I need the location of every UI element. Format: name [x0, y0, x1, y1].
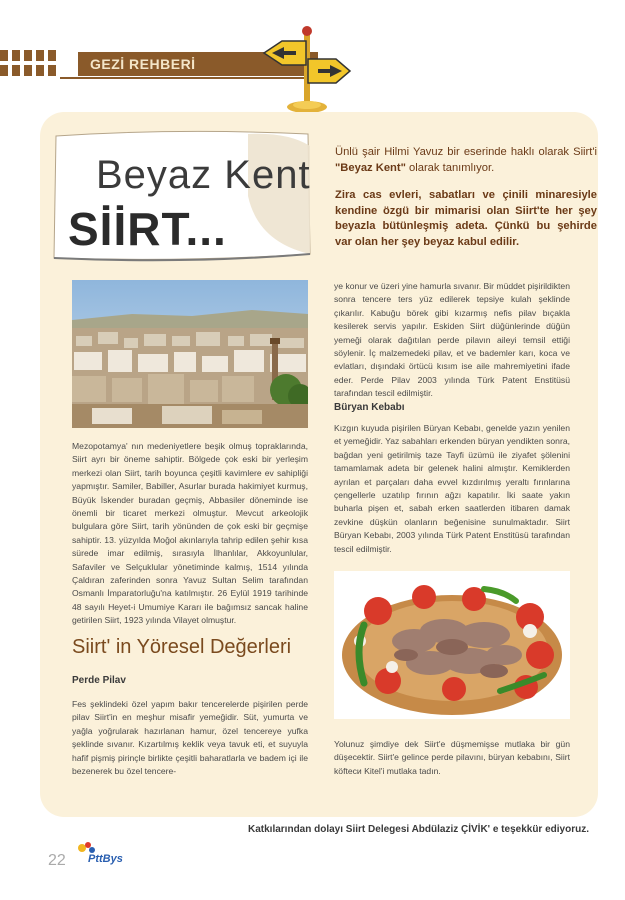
- buryan-heading: Büryan Kebabı: [334, 402, 405, 413]
- intro-paragraph-1: Ünlü şair Hilmi Yavuz bir eserinde haklı olarak Siirt'i "Beyaz Kent" olarak tanımlıyor.: [335, 146, 597, 174]
- city-photo: [72, 280, 308, 428]
- section-title: Siirt' in Yöresel Değerleri: [72, 636, 292, 658]
- section-label: GEZİ REHBERİ: [90, 56, 196, 72]
- perde-pilav-heading: Perde Pilav: [72, 675, 126, 686]
- intro-text: [335, 145, 597, 262]
- logo-text: PttBys: [88, 853, 123, 865]
- page-number: 22: [48, 852, 66, 869]
- buryan-text: Kızgın kuyuda pişirilen Büryan Kebabı, genelde yazın yenilen et yemeğidir. Yaz sabahları erkenden büryan yendikten sonra, bağdan yeni getirilmiş taze Tayfi üzümü ile ziyafet şölenini tamamlamak adeta bir gelenek halini almıştır. Kemiklerden ayrılan et parçaları daha evvel kızdırılmış yeraltı fırınlarına çengellerle uzatılıp fırının ağzı kapatılır. İki saate yakın buharla pişen et, sabah erken saatlerden itibaren damak zevkine düşkün olanların beğenisine sunulmaktadır. Siirt Büryan Kebabı, 2003 yılında Türk Patent Enstitüsü tarafından tescil edilmiştir.: [334, 423, 570, 554]
- buryan-kebab-photo: [334, 571, 570, 719]
- closing-text: Yolunuz şimdiye dek Siirt'e düşmemişse mutlaka bir gün düşecektir. Siirt'e gelince perde pilavını, büryan kebabını, Siirt köfteси Kitel'i mutlaka tadın.: [334, 739, 570, 776]
- acknowledgement-note: Katkılarından dolayı Siirt Delegesi Abdülaziz ÇİVİK' e teşekkür ediyoruz.: [248, 824, 589, 835]
- signpost-icon: [260, 25, 355, 117]
- perde-pilav-text: Fes şeklindeki özel yapım bakır tencerelerde pişirilen perde pilav Siirt'in en meşhur misafir yemeğidir. Süt, yumurta ve yağla yoğrularak hazırlanan hamur, özel tencereye yufka şeklinde sıvanır. Kızartılmış keklik veya tavuk eti, et suyuyla hafif pişmiş pirinçle birlikte çeşitli baharatlarla ve badem içi ile bezenerek bu özel tencere-: [72, 699, 308, 777]
- page-title-line2: SİİRT...: [68, 203, 227, 255]
- perde-pilav-continued-text: ye konur ve üzeri yine hamurla sıvanır. Bir müddet pişirildikten sonra tencere ters yüz edilerek tepsiye kulah şeklinde çıkarılır. Kabuğu börek gibi kızarmış nefis pilav bıçakla kesilerek servis yapılır. Eskiden Siirt düğünlerinde düğün yemeği olarak dağıtılan perde pilavın aileyi temsil ettiği söylenir. İç malzemedeki pilav, et ve bademler karı, koca ve evlatları, dışındaki örtücü kısım ise aile mahremiyetini ifade eder. Perde Pilav 2003 yılında Türk Patent Enstitüsü tarafından tescil edilmiştir.: [334, 281, 570, 399]
- history-text: Mezopotamya' nın medeniyetlere beşik olmuş topraklarında, Siirt ayrı bir öneme sahiptir. Bölgede çok eski bir yerleşim merkezi olan Siirt, tarih boyunca çeşitli kavimlere ev sahipliği yapmıştır. Samiler, Babiller, Asurlar burada hakimiyet kurmuş, Büyük İskender buradan geçmiş, Abbasiler döneminde ise önemli bir ticaret merkezi olmuştur. Mevcut arkeolojik bulgulara göre Siirt, tarih yönünden de çok eski bir geçmişe sahiptir. 13. yüzyılda Moğol akınlarıyla tahrip edilen şehir kısa sürede imar edilmiş, sırasıyla İlhanlılar, Akkoyunlular, Safaviler ve Selçuklular yönetiminde kalmış, 1514 yılında Çaldıran zaferinden sonra Yavuz Sultan Selim tarafından Osmanlı İmparatorluğu'na katılmıştır. 26 Eylül 1919 tarihinde 48 sayılı Heyet-i Umumiye Kararı ile bağımsız sancak haline getirilen Siirt, 1923 yılında Vilayet olmuştur.: [72, 441, 308, 626]
- page-title-line1: Beyaz Kent: [96, 153, 311, 197]
- intro-paragraph-2: Zira cas evleri, sabatları ve çinili minaresiyle kendine özgü bir mimarisi olan Siirt'te her şey beyazla bütünleşmiş adeta. Çünkü bu şehirde var olan her şey beyaz kabul edilir.: [335, 189, 597, 248]
- header-decoration: [0, 50, 60, 78]
